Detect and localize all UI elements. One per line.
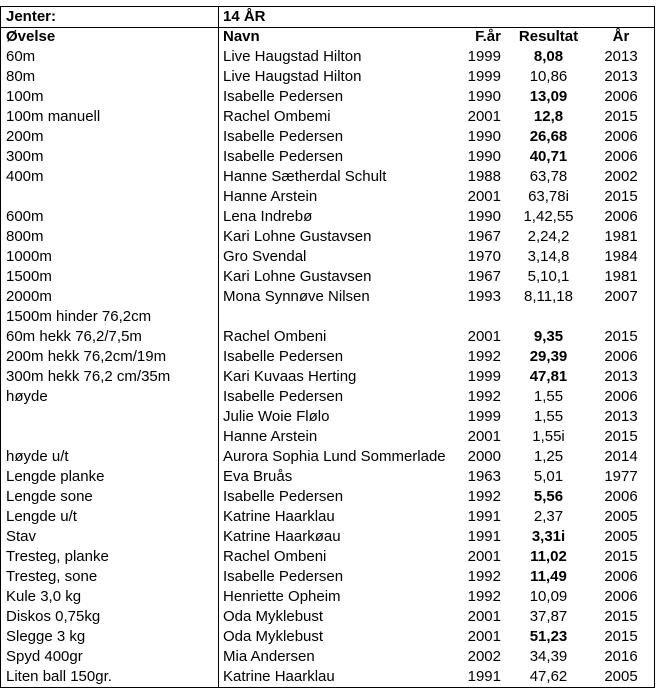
name-cell: Kari Lohne Gustavsen: [223, 268, 372, 285]
table-row: [1, 507, 654, 527]
born-cell: 2002: [467, 648, 501, 665]
table-row: [1, 247, 654, 267]
column-header-row: [1, 27, 654, 47]
table-row: [1, 467, 654, 487]
year-cell: 2015: [604, 428, 638, 445]
name-cell: Isabelle Pedersen: [223, 568, 344, 585]
born-cell: 1999: [467, 408, 501, 425]
name-cell: Hanne Sætherdal Schult: [223, 168, 387, 185]
event-cell: 2000m: [6, 288, 52, 305]
table-row: [1, 347, 654, 367]
event-cell: 60m hekk 76,2/7,5m: [6, 328, 142, 345]
year-cell: 2006: [604, 148, 638, 165]
table-row: [1, 647, 654, 667]
year-cell: 2006: [604, 388, 638, 405]
result-cell: 1,42,55: [523, 208, 574, 225]
result-cell: 3,31i: [531, 528, 566, 545]
name-cell: Rachel Ombeni: [223, 328, 327, 345]
born-cell: 1992: [467, 588, 501, 605]
year-cell: 2005: [604, 508, 638, 525]
name-cell: Hanne Arstein: [223, 428, 318, 445]
event-cell: 200m hekk 76,2cm/19m: [6, 348, 167, 365]
year-cell: 2006: [604, 488, 638, 505]
born-cell: 1992: [467, 488, 501, 505]
born-cell: 1999: [467, 368, 501, 385]
born-cell: 2001: [467, 108, 501, 125]
result-cell: 1,25: [533, 448, 564, 465]
name-cell: Rachel Ombemi: [223, 108, 331, 125]
col-event-header: Øvelse: [6, 28, 56, 45]
year-cell: 2016: [604, 648, 638, 665]
year-cell: 2015: [604, 628, 638, 645]
table-row: [1, 387, 654, 407]
year-cell: 2015: [604, 188, 638, 205]
result-cell: 10,09: [529, 588, 568, 605]
name-cell: Kari Lohne Gustavsen: [223, 228, 372, 245]
year-cell: 2006: [604, 348, 638, 365]
result-cell: 47,62: [529, 668, 568, 685]
born-cell: 2001: [467, 428, 501, 445]
event-cell: Lengde sone: [6, 488, 93, 505]
event-cell: Lengde u/t: [6, 508, 77, 525]
table-row: [1, 227, 654, 247]
table-row: [1, 127, 654, 147]
year-cell: 2013: [604, 48, 638, 65]
year-cell: 1977: [604, 468, 638, 485]
year-cell: 2007: [604, 288, 638, 305]
year-cell: 2002: [604, 168, 638, 185]
table-row: [1, 327, 654, 347]
result-cell: 2,24,2: [527, 228, 570, 245]
born-cell: 1988: [467, 168, 501, 185]
name-cell: Katrine Haarklau: [223, 668, 335, 685]
year-cell: 1981: [604, 268, 638, 285]
name-cell: Isabelle Pedersen: [223, 348, 344, 365]
table-row: [1, 167, 654, 187]
name-cell: Lena Indrebø: [223, 208, 313, 225]
year-cell: 2015: [604, 608, 638, 625]
table-row: [1, 587, 654, 607]
event-cell: høyde: [6, 388, 48, 405]
born-cell: 1967: [467, 228, 501, 245]
year-cell: 2006: [604, 88, 638, 105]
table-row: [1, 67, 654, 87]
born-cell: 1990: [467, 208, 501, 225]
event-cell: høyde u/t: [6, 448, 69, 465]
table-row: [1, 187, 654, 207]
born-cell: 1991: [467, 528, 501, 545]
year-cell: 2006: [604, 128, 638, 145]
year-cell: 1981: [604, 228, 638, 245]
name-cell: Live Haugstad Hilton: [223, 48, 362, 65]
name-cell: Henriette Opheim: [223, 588, 341, 605]
name-cell: Oda Myklebust: [223, 628, 324, 645]
result-cell: 5,10,1: [527, 268, 570, 285]
event-cell: 1500m hinder 76,2cm: [6, 308, 152, 325]
table-row: [1, 107, 654, 127]
born-cell: 1963: [467, 468, 501, 485]
result-cell: 11,02: [530, 548, 567, 565]
result-cell: 26,68: [529, 128, 568, 145]
result-cell: 63,78i: [528, 188, 569, 205]
name-cell: Isabelle Pedersen: [223, 88, 344, 105]
table-row: [1, 407, 654, 427]
result-cell: 29,39: [529, 348, 568, 365]
born-cell: 1990: [467, 128, 501, 145]
event-cell: 400m: [6, 168, 44, 185]
col-year-header: År: [612, 28, 630, 45]
year-cell: 2005: [604, 668, 638, 685]
born-cell: 1991: [467, 508, 501, 525]
table-row: [1, 607, 654, 627]
born-cell: 1992: [467, 388, 501, 405]
born-cell: 2000: [467, 448, 501, 465]
born-cell: 1992: [467, 348, 501, 365]
result-cell: 1,55: [533, 408, 564, 425]
born-cell: 1999: [467, 68, 501, 85]
table-row: [1, 667, 654, 687]
table-row: [1, 207, 654, 227]
event-cell: Tresteg, sone: [6, 568, 98, 585]
name-cell: Mia Andersen: [223, 648, 315, 665]
table-row: [1, 447, 654, 467]
result-cell: 1,55i: [532, 428, 565, 445]
title-row: [1, 7, 654, 27]
name-cell: Katrine Haarkøau: [223, 528, 341, 545]
result-cell: 9,35: [533, 328, 564, 345]
event-cell: 800m: [6, 228, 44, 245]
born-cell: 1970: [467, 248, 501, 265]
born-cell: 1999: [467, 48, 501, 65]
born-cell: 1967: [467, 268, 501, 285]
result-cell: 40,71: [529, 148, 568, 165]
col-born-header: F.år: [475, 28, 501, 45]
table-row: [1, 427, 654, 447]
table-row: [1, 627, 654, 647]
name-cell: Julie Woie Flølo: [223, 408, 330, 425]
year-cell: 2006: [604, 588, 638, 605]
name-cell: Kari Kuvaas Herting: [223, 368, 357, 385]
born-cell: 1993: [467, 288, 501, 305]
result-cell: 51,23: [529, 628, 568, 645]
name-cell: Oda Myklebust: [223, 608, 324, 625]
born-cell: 1990: [467, 148, 501, 165]
event-cell: Tresteg, planke: [6, 548, 109, 565]
event-cell: Kule 3,0 kg: [6, 588, 82, 605]
result-cell: 5,56: [533, 488, 564, 505]
result-cell: 34,39: [529, 648, 568, 665]
table-row: [1, 147, 654, 167]
year-cell: 2014: [604, 448, 638, 465]
name-cell: Hanne Arstein: [223, 188, 318, 205]
born-cell: 2001: [467, 548, 501, 565]
result-cell: 2,37: [533, 508, 564, 525]
table-row: [1, 267, 654, 287]
result-cell: 37,87: [529, 608, 568, 625]
table-row: [1, 527, 654, 547]
table-row: [1, 487, 654, 507]
event-cell: Diskos 0,75kg: [6, 608, 101, 625]
result-cell: 8,08: [533, 48, 564, 65]
year-cell: 2013: [604, 408, 638, 425]
event-cell: 600m: [6, 208, 44, 225]
name-cell: Isabelle Pedersen: [223, 388, 344, 405]
result-cell: 8,11,18: [524, 288, 573, 305]
result-cell: 47,81: [529, 368, 568, 385]
table-row: [1, 47, 654, 67]
year-cell: 2015: [604, 548, 638, 565]
result-cell: 10,86: [529, 68, 568, 85]
name-cell: Mona Synnøve Nilsen: [223, 288, 370, 305]
born-cell: 2001: [467, 188, 501, 205]
year-cell: 2006: [604, 568, 638, 585]
event-cell: 1000m: [6, 248, 52, 265]
name-cell: Eva Bruås: [223, 468, 293, 485]
year-cell: 2005: [604, 528, 638, 545]
result-cell: 13,09: [529, 88, 568, 105]
name-cell: Rachel Ombeni: [223, 548, 327, 565]
table-row: [1, 307, 654, 327]
result-cell: 11,49: [530, 568, 567, 585]
born-cell: 2001: [467, 628, 501, 645]
name-cell: Isabelle Pedersen: [223, 488, 344, 505]
year-cell: 2015: [604, 108, 638, 125]
event-cell: 300m: [6, 148, 44, 165]
born-cell: 2001: [467, 328, 501, 345]
year-cell: 2015: [604, 328, 638, 345]
event-cell: Lengde planke: [6, 468, 105, 485]
name-cell: Live Haugstad Hilton: [223, 68, 362, 85]
result-cell: 63,78: [529, 168, 568, 185]
age-label: 14 ÅR: [223, 8, 266, 25]
result-cell: 12,8: [533, 108, 564, 125]
records-table: [0, 6, 655, 688]
table-row: [1, 367, 654, 387]
year-cell: 2013: [604, 368, 638, 385]
table-row: [1, 547, 654, 567]
event-cell: 300m hekk 76,2 cm/35m: [6, 368, 171, 385]
year-cell: 2006: [604, 208, 638, 225]
born-cell: 2001: [467, 608, 501, 625]
event-cell: 100m: [6, 88, 44, 105]
born-cell: 1992: [467, 568, 501, 585]
year-cell: 2013: [604, 68, 638, 85]
col-result-header: Resultat: [518, 28, 579, 45]
result-cell: 5,01: [533, 468, 564, 485]
col-name-header: Navn: [223, 28, 260, 45]
event-cell: Liten ball 150gr.: [6, 668, 112, 685]
result-cell: 3,14,8: [527, 248, 570, 265]
event-cell: Stav: [6, 528, 37, 545]
year-cell: 1984: [604, 248, 638, 265]
event-cell: 60m: [6, 48, 36, 65]
born-cell: 1990: [467, 88, 501, 105]
name-cell: Katrine Haarklau: [223, 508, 335, 525]
event-cell: Spyd 400gr: [6, 648, 83, 665]
event-cell: 80m: [6, 68, 36, 85]
name-cell: Isabelle Pedersen: [223, 128, 344, 145]
born-cell: 1991: [467, 668, 501, 685]
group-label: Jenter:: [6, 8, 57, 25]
event-cell: Slegge 3 kg: [6, 628, 86, 645]
name-cell: Aurora Sophia Lund Sommerlade: [223, 448, 446, 465]
name-cell: Isabelle Pedersen: [223, 148, 344, 165]
event-cell: 200m: [6, 128, 44, 145]
table-row: [1, 87, 654, 107]
table-row: [1, 567, 654, 587]
table-row: [1, 287, 654, 307]
event-cell: 100m manuell: [6, 108, 101, 125]
result-cell: 1,55: [533, 388, 564, 405]
name-cell: Gro Svendal: [223, 248, 307, 265]
event-cell: 1500m: [6, 268, 52, 285]
